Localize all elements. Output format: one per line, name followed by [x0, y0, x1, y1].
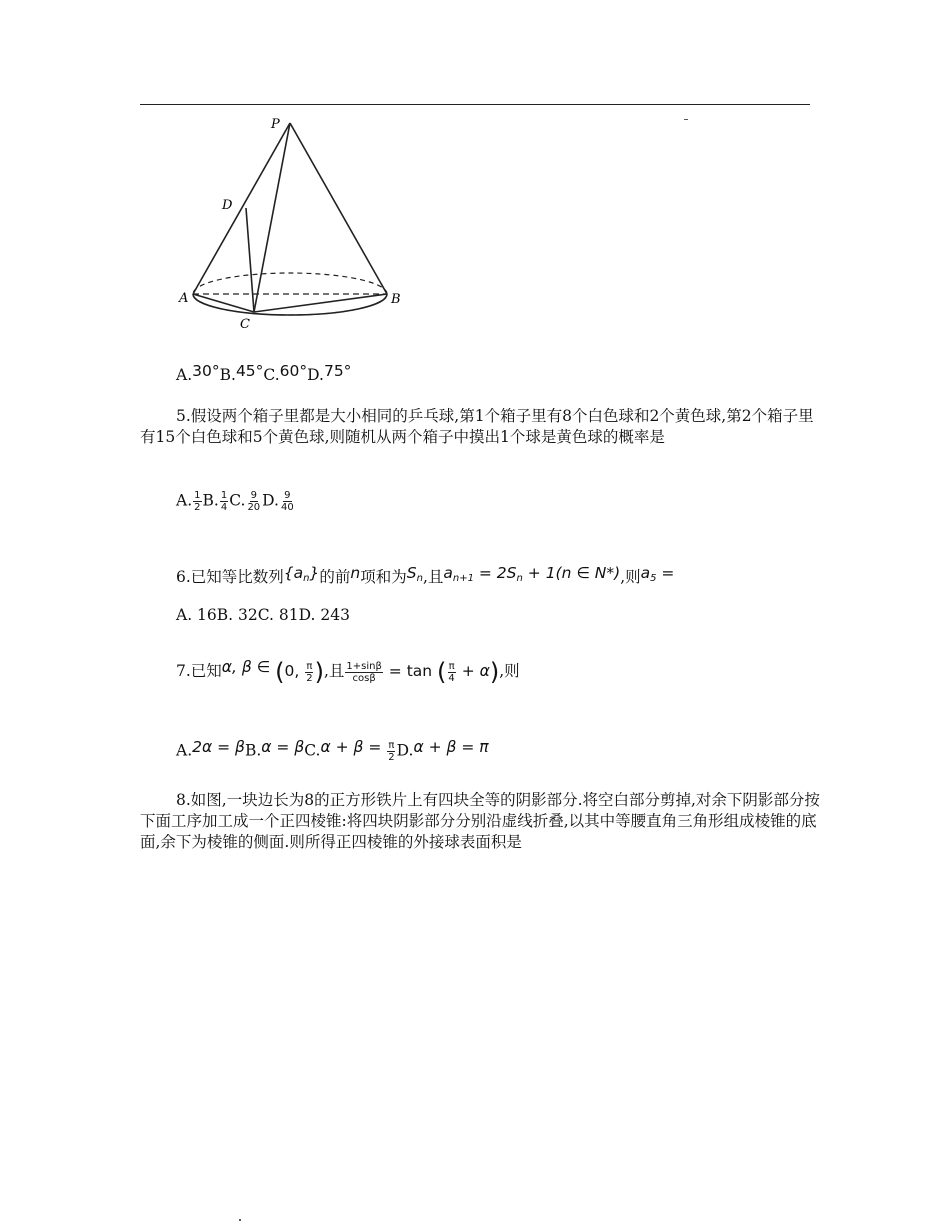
option-d-label: D.: [396, 741, 414, 760]
condition-fraction: $\frac{1+\sin\beta}{\cos\beta}$: [346, 660, 382, 684]
cone-figure: [172, 112, 412, 337]
q7-options: [176, 737, 489, 763]
option-c-label: C.: [229, 491, 246, 510]
q7-text: 7.已知α, β ∈ (0, $\frac{\pi}{2}$ ),且 $\frac{1+\sin\beta}{\cos\beta}$ = tan ( $\frac{\pi}{4}$ + α),则: [176, 658, 520, 686]
option-c-label: C.: [304, 741, 321, 760]
q5-options: [176, 490, 296, 513]
edge-pc: [254, 123, 290, 312]
tan-arg-fraction: $\frac{\pi}{4}$: [448, 660, 455, 684]
option-a-value: 2α = β: [192, 737, 245, 756]
option-c-fraction: $\frac{\pi}{2}$: [388, 740, 395, 763]
option-d-label: D.: [307, 366, 324, 384]
q6-text: 6.已知等比数列$\{a_n\}$的前n项和为$S_n$,且$a_{n+1} = 2S_n + 1(n$ ∈ N*),则$a_5$ =: [176, 564, 675, 586]
option-a-label: A.: [176, 741, 193, 760]
corner-mark: [684, 119, 688, 120]
target-term: $a_5$ =: [640, 564, 675, 584]
edge-pb: [290, 123, 387, 294]
q5-text: 5.假设两个箱子里都是大小相同的乒乓球,第1个箱子里有8个白色球和2个黄色球,第2个箱子里有15个白色球和5个黄色球,则随机从两个箱子中摸出1个球是黄色球的概率是: [140, 407, 814, 446]
q4-options: [176, 362, 352, 384]
edge-pa: [193, 123, 290, 294]
option-b-value: α = β: [261, 737, 305, 756]
q8-text: 8.如图,一块边长为8的正方形铁片上有四块全等的阴影部分.将空白部分剪掉,对余下阴影部分按下面工序加工成一个正四棱锥:将四块阴影部分分别沿虚线折叠,以其中等腰直角三角形组成棱锥的底面,余下为棱锥的侧面.则所得正四棱锥的外接球表面积是: [140, 791, 820, 851]
option-d-value: 75°: [323, 362, 352, 380]
option-b-label: B.: [244, 741, 262, 760]
edge-cb: [254, 294, 387, 312]
sequence-notation: $\{a_n\}$: [283, 564, 320, 584]
option-d-fraction: $\frac{9}{40}$: [280, 490, 294, 513]
option-d-label: D.: [262, 491, 279, 510]
option-d-value: α + β = π: [413, 737, 489, 756]
option-b-value: 45°: [235, 362, 264, 380]
option-a-value: 30°: [192, 362, 220, 380]
recurrence-equation: $a_{n+1} = 2S_n + 1(n$ ∈ N*): [443, 564, 621, 584]
option-a-label: A.: [176, 491, 193, 510]
label-d: D: [222, 198, 233, 213]
sum-notation: $S_n$: [406, 564, 423, 584]
option-a-fraction: $\frac{1}{2}$: [194, 490, 201, 513]
alpha-beta-condition: α, β ∈: [221, 658, 276, 676]
interval-fraction: $\frac{\pi}{2}$: [306, 660, 313, 684]
option-b-label: B.: [219, 366, 236, 384]
label-p: P: [271, 117, 280, 132]
label-b: B: [391, 292, 401, 307]
option-c-fraction: $\frac{9}{20}$: [247, 490, 261, 513]
option-a-label: A.: [176, 366, 193, 384]
footer-mark: [239, 1219, 241, 1221]
option-c-label: C.: [263, 366, 280, 384]
option-b-fraction: $\frac{1}{4}$: [220, 490, 228, 513]
var-n: n: [350, 564, 361, 582]
label-c: C: [240, 317, 250, 332]
edge-dc: [246, 208, 254, 312]
option-c-value: 60°: [279, 362, 308, 380]
q6-options: A. 16B. 32C. 81D. 243: [176, 606, 350, 624]
label-a: A: [179, 291, 189, 306]
header-rule: [140, 104, 810, 105]
option-c-value: α + β =: [320, 737, 387, 756]
option-b-label: B.: [202, 491, 219, 510]
